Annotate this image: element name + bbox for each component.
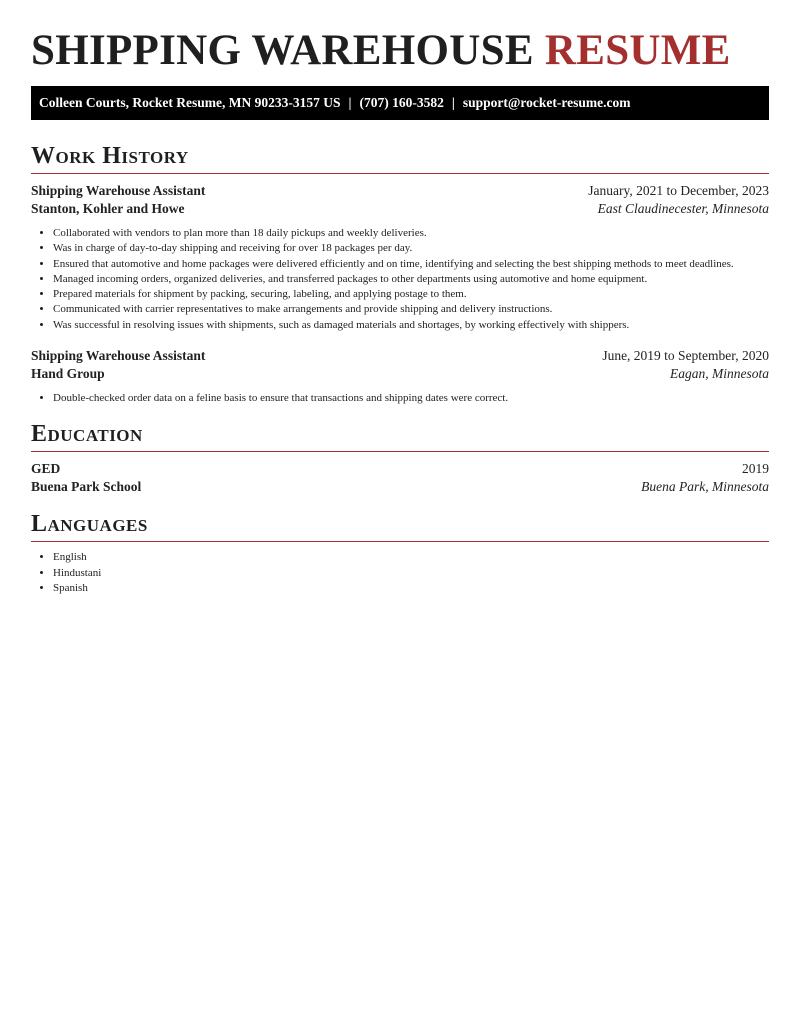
job-dates: June, 2019 to September, 2020 <box>602 348 769 364</box>
education-school-row <box>31 478 769 496</box>
job-company: Stanton, Kohler and Howe <box>31 201 185 216</box>
work-history-section <box>31 142 769 406</box>
contact-bar <box>31 86 769 120</box>
education-location: Buena Park, Minnesota <box>641 479 769 495</box>
job-title: Shipping Warehouse Assistant <box>31 348 206 364</box>
contact-separator: | <box>348 95 352 110</box>
section-heading-work-history: Work History <box>31 142 769 174</box>
title-accent: RESUME <box>544 27 731 74</box>
list-item: • Managed incoming orders, organized deliveries, and transferred packages to other departments using automotive and home equipment. <box>53 272 769 287</box>
job-bullets <box>31 226 769 333</box>
list-item: • Collaborated with vendors to plan more than 18 daily pickups and weekly deliveries. <box>53 226 769 241</box>
job-title: Shipping Warehouse Assistant <box>31 183 206 198</box>
job-location: Eagan, Minnesota <box>670 366 769 382</box>
education-degree-row <box>31 460 769 478</box>
page-title <box>31 0 769 76</box>
education-school: Buena Park School <box>31 479 142 495</box>
education-section <box>31 420 769 496</box>
contact-phone: (707) 160-3582 <box>359 95 444 110</box>
education-entry <box>31 460 769 496</box>
list-item: • Communicated with carrier representatives to make arrangements and provide shipping and delivery instructions. <box>53 302 769 317</box>
list-item: • Was in charge of day-to-day shipping and receiving for over 18 packages per day. <box>53 241 769 256</box>
contact-address: Colleen Courts, Rocket Resume, MN 90233-3157 US <box>39 95 341 110</box>
title-main: SHIPPING WAREHOUSE <box>31 27 534 74</box>
list-item: • Prepared materials for shipment by packing, securing, labeling, and applying postage to them. <box>53 287 769 302</box>
list-item: • Ensured that automotive and home packages were delivered efficiently and on time, identifying and selecting the best shipping methods to meet deadlines. <box>53 257 769 272</box>
job-title-row <box>31 347 769 365</box>
language-item: • Spanish <box>53 581 769 596</box>
section-heading-languages: Languages <box>31 510 769 542</box>
list-item: • Was successful in resolving issues with shipments, such as damaged materials and shortages, by working effectively with shippers. <box>53 318 769 333</box>
contact-separator: | <box>451 95 455 110</box>
education-year: 2019 <box>742 461 769 477</box>
job-dates: January, 2021 to December, 2023 <box>588 183 769 198</box>
job-bullets <box>31 391 769 406</box>
job-entry <box>31 347 769 406</box>
languages-list <box>31 550 769 596</box>
job-company: Hand Group <box>31 366 105 382</box>
job-title-row <box>31 182 769 200</box>
job-company-row <box>31 365 769 383</box>
list-item: • Double-checked order data on a feline basis to ensure that transactions and shipping dates were correct. <box>53 391 769 406</box>
job-company-row <box>31 200 769 218</box>
language-item: • English <box>53 550 769 565</box>
job-location: East Claudinecester, Minnesota <box>597 201 769 216</box>
language-item: • Hindustani <box>53 566 769 581</box>
contact-email: support@rocket-resume.com <box>462 95 631 110</box>
education-degree: GED <box>31 461 61 477</box>
section-heading-education: Education <box>31 420 769 452</box>
job-entry <box>31 182 769 333</box>
languages-section <box>31 510 769 596</box>
